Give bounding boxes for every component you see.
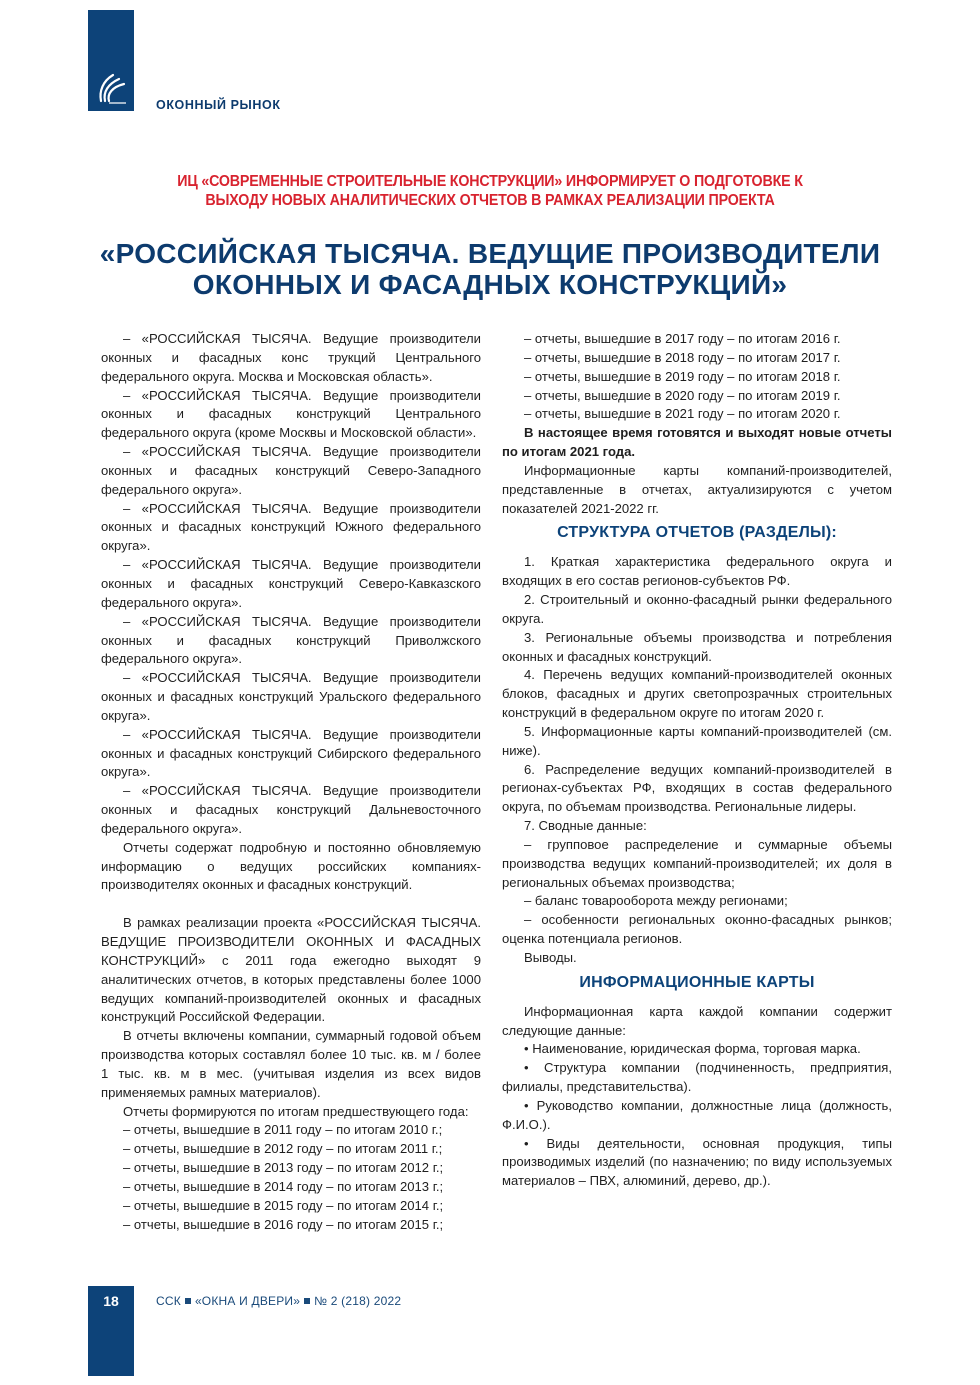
footer-issue: № 2 (218) 2022 (314, 1294, 402, 1308)
structure-subitem: – групповое распределение и суммарные объемы производства ведущих компаний-производителей; их доля в региональных объемах производства; (502, 836, 892, 890)
page-number: 18 (103, 1293, 119, 1309)
year-item: – отчеты, вышедшие в 2011 году – по итогам 2010 г.; (123, 1122, 443, 1138)
cards-intro: Информационная карта каждой компании содержит следующие данные: (502, 1003, 892, 1038)
paragraph-contents: Отчеты содержат подробную и постоянно обновляемую информацию о ведущих российских компаниях-производителях оконных и фасадных конструкций. (101, 839, 481, 893)
footer-color-bar (88, 1286, 134, 1376)
footer-publication (156, 1294, 401, 1308)
structure-item: 7. Сводные данные: (524, 818, 647, 834)
ssk-wings-logo-icon (93, 71, 129, 107)
year-item: – отчеты, вышедшие в 2019 году – по итогам 2018 г. (524, 368, 841, 384)
subtitle-line: ИЦ «СОВРЕМЕННЫЕ СТРОИТЕЛЬНЫЕ КОНСТРУКЦИИ» ИНФОРМИРУЕТ О ПОДГОТОВКЕ К (177, 173, 803, 190)
report-item: – «РОССИЙСКАЯ ТЫСЯЧА. Ведущие производители оконных и фасадных конс трукций Центрального федерального округа. Москва и Московская область». (101, 331, 481, 384)
article-subtitle (131, 172, 849, 210)
structure-subitem: – баланс товарооборота между регионами; (524, 893, 788, 909)
year-item: – отчеты, вышедшие в 2020 году – по итогам 2019 г. (524, 387, 841, 403)
report-item: – «РОССИЙСКАЯ ТЫСЯЧА. Ведущие производители оконных и фасадных конструкций Уральского федерального округа». (101, 670, 481, 723)
structure-item: 5. Информационные карты компаний-производителей (см. ниже). (502, 723, 892, 758)
paragraph-criteria: В отчеты включены компании, суммарный годовой объем производства которых составлял более 10 тыс. кв. м / более 1 тыс. кв. м в мес. (учитывая изделия из всех видов применяемых рамных материалов). (101, 1028, 481, 1100)
year-item: – отчеты, вышедшие в 2013 году – по итогам 2012 г.; (123, 1160, 444, 1176)
structure-subitem: – особенности региональных оконно-фасадных рынков; оценка потенциала регионов. (502, 912, 892, 947)
bold-notice: В настоящее время готовятся и выходят новые отчеты по итогам 2021 года. (502, 425, 892, 460)
square-separator-icon (185, 1298, 191, 1304)
report-item: – «РОССИЙСКАЯ ТЫСЯЧА. Ведущие производители оконных и фасадных конструкций Приволжского федерального округа». (101, 613, 481, 667)
footer-publisher: ССК (156, 1294, 181, 1308)
year-item: – отчеты, вышедшие в 2018 году – по итогам 2017 г. (524, 349, 841, 365)
report-item: – «РОССИЙСКАЯ ТЫСЯЧА. Ведущие производители оконных и фасадных конструкций Северо-Кавказского федерального округа». (101, 557, 481, 610)
left-column (101, 330, 481, 1235)
article-title (90, 238, 890, 300)
year-item: – отчеты, вышедшие в 2021 году – по итогам 2020 г. (524, 406, 841, 422)
structure-item: 1. Краткая характеристика федерального округа и входящих в его состав регионов-субъектов РФ. (502, 554, 892, 589)
subtitle-line: ВЫХОДУ НОВЫХ АНАЛИТИЧЕСКИХ ОТЧЕТОВ В РАМКАХ РЕАЛИЗАЦИИ ПРОЕКТА (205, 192, 775, 209)
year-item: – отчеты, вышедшие в 2014 году – по итогам 2013 г.; (123, 1178, 444, 1194)
title-line: ОКОННЫХ И ФАСАДНЫХ КОНСТРУКЦИЙ» (192, 269, 788, 300)
year-item: – отчеты, вышедшие в 2016 году – по итогам 2015 г.; (123, 1216, 444, 1232)
structure-heading: СТРУКТУРА ОТЧЕТОВ (РАЗДЕЛЫ): (557, 524, 837, 542)
structure-item: 3. Региональные объемы производства и потребления оконных и фасадных конструкций. (502, 629, 892, 664)
report-item: – «РОССИЙСКАЯ ТЫСЯЧА. Ведущие производители оконных и фасадных конструкций Северо-Западного федерального округа». (101, 444, 481, 497)
card-item: • Наименование, юридическая форма, торговая марка. (524, 1041, 861, 1057)
year-item: – отчеты, вышедшие в 2015 году – по итогам 2014 г.; (123, 1197, 444, 1213)
year-item: – отчеты, вышедшие в 2012 году – по итогам 2011 г.; (123, 1141, 443, 1157)
report-item: – «РОССИЙСКАЯ ТЫСЯЧА. Ведущие производители оконных и фасадных конструкций Центрального федерального округа (кроме Москвы и Московской области». (101, 387, 481, 441)
header-color-bar (88, 10, 134, 111)
paragraph-cards-update: Информационные карты компаний-производителей, представленные в отчетах, актуализируются с учетом показателей 2021-2022 гг. (502, 462, 892, 516)
right-column (502, 330, 892, 1191)
card-item: • Структура компании (подчиненность, предприятия, филиалы, представительства). (502, 1060, 892, 1095)
paragraph-years-intro: Отчеты формируются по итогам предшествующего года: (123, 1103, 469, 1119)
paragraph-project: В рамках реализации проекта «РОССИЙСКАЯ ТЫСЯЧА. ВЕДУЩИЕ ПРОИЗВОДИТЕЛИ ОКОННЫХ И ФАСАДНЫХ КОНСТРУКЦИЙ» с 2011 года ежегодно выходят 9 аналитических отчетов, в которых представлены более 1000 ведущих компаний-производителей оконных и фасадных конструкций Российской Федерации. (101, 915, 481, 1025)
cards-heading: ИНФОРМАЦИОННЫЕ КАРТЫ (579, 973, 815, 991)
report-item: – «РОССИЙСКАЯ ТЫСЯЧА. Ведущие производители оконных и фасадных конструкций Дальневосточного федерального округа». (101, 783, 481, 836)
structure-item: 4. Перечень ведущих компаний-производителей оконных блоков, фасадных и других светопрозрачных строительных конструкций в федеральном округе по итогам 2020 г. (502, 667, 892, 721)
structure-item: 6. Распределение ведущих компаний-производителей в регионах-субъектах РФ, входящих в состав федерального округа, по объемам производства. Региональные лидеры. (502, 761, 892, 815)
section-label: ОКОННЫЙ РЫНОК (156, 98, 281, 112)
report-item: – «РОССИЙСКАЯ ТЫСЯЧА. Ведущие производители оконных и фасадных конструкций Южного федерального округа». (101, 500, 481, 554)
card-item: • Руководство компании, должностные лица (должность, Ф.И.О.). (502, 1097, 892, 1132)
year-item: – отчеты, вышедшие в 2017 году – по итогам 2016 г. (524, 331, 841, 346)
card-item: • Виды деятельности, основная продукция, типы производимых изделий (по назначению; по виду используемых материалов – ПВХ, алюминий, дерево, др.). (502, 1135, 892, 1189)
report-item: – «РОССИЙСКАЯ ТЫСЯЧА. Ведущие производители оконных и фасадных конструкций Сибирского федерального округа». (101, 726, 481, 780)
structure-item: Выводы. (524, 950, 577, 965)
structure-item: 2. Строительный и оконно-фасадный рынки федерального округа. (502, 591, 892, 626)
square-separator-icon (304, 1298, 310, 1304)
footer-magazine: «ОКНА И ДВЕРИ» (194, 1294, 301, 1308)
title-line: «РОССИЙСКАЯ ТЫСЯЧА. ВЕДУЩИЕ ПРОИЗВОДИТЕЛИ (99, 238, 881, 269)
